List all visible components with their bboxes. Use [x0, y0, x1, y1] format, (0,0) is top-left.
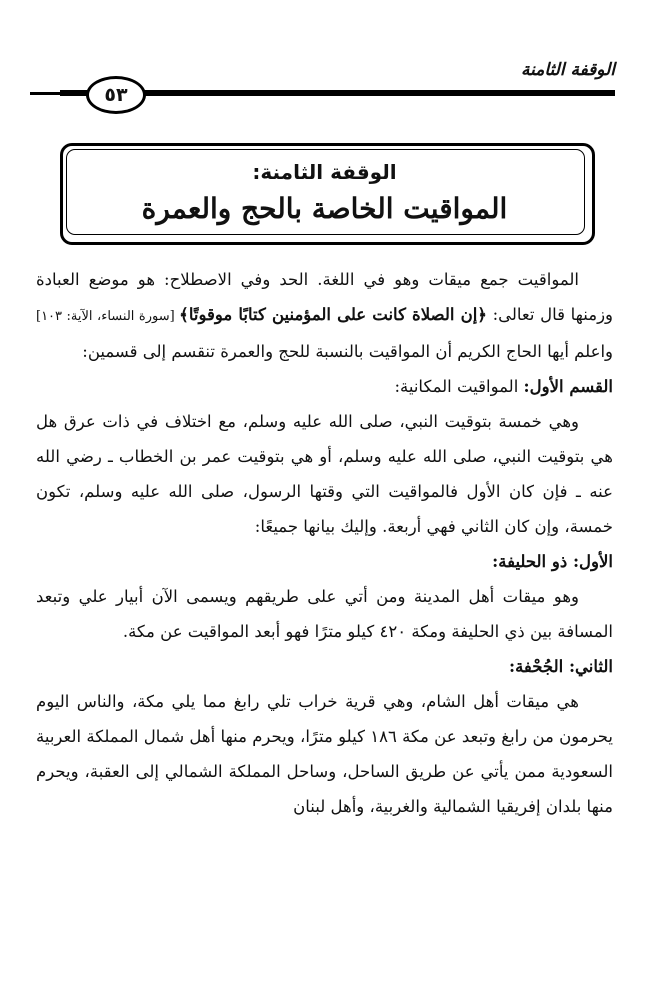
- intro-text-b: واعلم أيها الحاج الكريم أن المواقيت بالنسبة للحج والعمرة تنقسم إلى قسمين:: [82, 342, 613, 361]
- paragraph-item-1: وهو ميقات أهل المدينة ومن أتي على طريقهم ويسمى الآن أبيار علي وتبعد المسافة بين ذي الحليفة ومكة ٤٢٠ كيلو مترًا فهو أبعد المواقيت عن مكة.: [36, 587, 613, 641]
- intro-text-a: المواقيت جمع ميقات وهو في اللغة. الحد وفي الاصطلاح: هو موضع العبادة وزمنها قال تعالى:: [36, 270, 614, 324]
- section-title: المواقيت المكانية:: [394, 377, 524, 396]
- body-text: [36, 262, 613, 824]
- section-label: القسم الأول:: [523, 377, 613, 396]
- page-header: [0, 0, 649, 110]
- section-heading: [36, 369, 613, 404]
- chapter-title: المواقيت الخاصة بالحج والعمرة: [141, 192, 508, 225]
- running-title: الوقفة الثامنة: [520, 60, 615, 80]
- paragraph-intro: [36, 262, 613, 369]
- paragraph-section: وهي خمسة بتوقيت النبي، صلى الله عليه وسلم، مع اختلاف في ذات عرق هل هي بتوقيت النبي، صلى الله عليه وسلم، أو هي بتوقيت عمر بن الخطاب ـ رضي الله عنه ـ فإن كان الأول فالمواقيت التي وقتها الرسول، صلى الله عليه وسلم، تكون خمسة، وإن كان الثاني فهي أربعة. وإليك بيانها جميعًا:: [36, 412, 613, 536]
- verse-reference: [سورة النساء، الآية: ١٠٣]: [36, 309, 180, 324]
- item-heading-2: [36, 649, 613, 684]
- item-label-2: الثاني:: [568, 657, 613, 676]
- item-title-2: الجُحْفة:: [508, 657, 569, 676]
- quran-verse: ﴿إن الصلاة كانت على المؤمنين كتابًا موقوتًا﴾: [179, 305, 487, 324]
- page-number: ٥٣: [86, 76, 146, 114]
- paragraph-item-2: هي ميقات أهل الشام، وهي قرية خراب تلي رابغ مما يلي مكة، والناس اليوم يحرمون من رابغ وتبعد عن مكة ١٨٦ كيلو مترًا، ويحرم منها أهل شمال المملكة العربية السعودية ممن يأتي عن طريق الساحل، وساحل المملكة الشمالي إلى العقبة، ويحرم منها بلدان إفريقيا الشمالية والغربية، وأهل لبنان: [36, 692, 613, 816]
- chapter-label: الوقفة الثامنة:: [252, 160, 397, 184]
- item-title-1: ذو الحليفة:: [492, 552, 573, 571]
- item-label-1: الأول:: [572, 552, 613, 571]
- header-rule-left: [30, 92, 60, 95]
- item-heading-1: [36, 544, 613, 579]
